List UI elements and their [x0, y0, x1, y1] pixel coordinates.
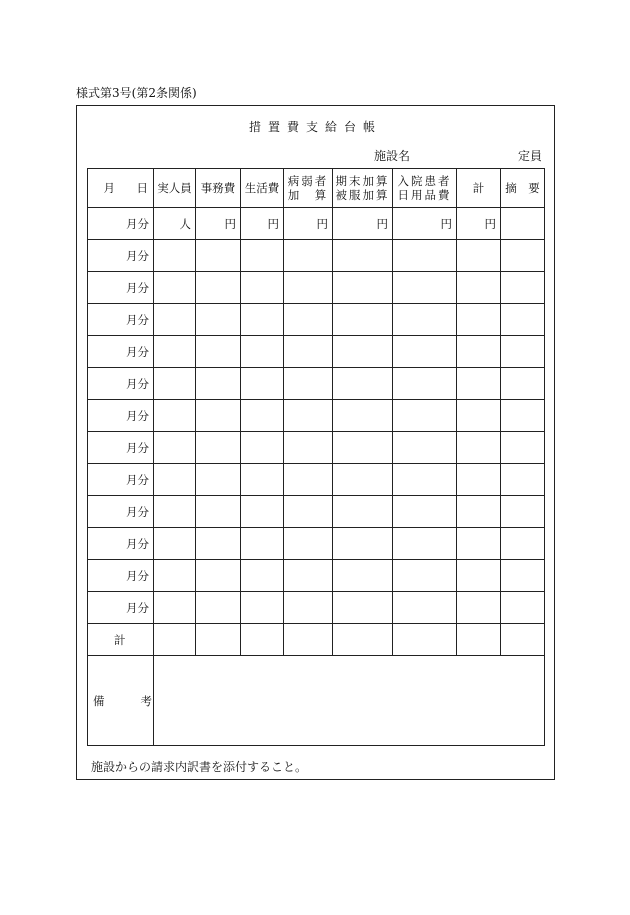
summary-cell [501, 432, 545, 464]
month-cell: 月分 [88, 592, 154, 624]
office-cell: 円 [196, 208, 241, 240]
summary-cell [501, 336, 545, 368]
table-row [88, 432, 545, 464]
office-cell [196, 336, 241, 368]
hosp-cell [393, 560, 457, 592]
total-cell [457, 304, 501, 336]
header-inpatient-daily-goods: 入院患者 日用品費 [393, 169, 457, 208]
term-cell [333, 400, 393, 432]
header-living-expenses: 生活費 [241, 169, 284, 208]
living-cell [241, 336, 284, 368]
summary-cell [501, 208, 545, 240]
term-cell [333, 496, 393, 528]
month-cell: 月分 [88, 400, 154, 432]
hosp-cell [393, 464, 457, 496]
term-cell [333, 560, 393, 592]
sick-cell [284, 496, 333, 528]
month-cell: 月分 [88, 336, 154, 368]
table-row [88, 464, 545, 496]
persons-cell [154, 272, 196, 304]
persons-cell [154, 240, 196, 272]
summary-cell [501, 368, 545, 400]
office-cell [196, 496, 241, 528]
header-sick-addition: 病弱者 加 算 [284, 169, 333, 208]
hosp-cell [393, 400, 457, 432]
table-row [88, 304, 545, 336]
month-cell: 月分 [88, 272, 154, 304]
table-row [88, 208, 545, 240]
table-row [88, 528, 545, 560]
summary-cell [501, 400, 545, 432]
hosp-cell [393, 592, 457, 624]
sick-cell [284, 464, 333, 496]
office-cell [196, 560, 241, 592]
term-cell [333, 336, 393, 368]
total-cell [457, 528, 501, 560]
summary-cell [501, 464, 545, 496]
living-cell [241, 464, 284, 496]
summary-cell [501, 624, 545, 656]
living-cell [241, 592, 284, 624]
living-cell [241, 240, 284, 272]
office-cell [196, 592, 241, 624]
hosp-cell [393, 240, 457, 272]
office-cell [196, 432, 241, 464]
sick-cell [284, 336, 333, 368]
term-cell [333, 240, 393, 272]
sick-cell [284, 240, 333, 272]
total-cell [457, 592, 501, 624]
persons-cell [154, 528, 196, 560]
footnote: 施設からの請求内訳書を添付すること。 [91, 760, 308, 774]
sick-cell [284, 528, 333, 560]
hosp-cell [393, 272, 457, 304]
living-cell [241, 432, 284, 464]
hosp-cell [393, 624, 457, 656]
month-cell: 月分 [88, 432, 154, 464]
table-row [88, 592, 545, 624]
remarks-cell [154, 656, 545, 746]
sick-cell [284, 304, 333, 336]
summary-cell [501, 304, 545, 336]
page-title: 措置費支給台帳 [248, 120, 382, 134]
hosp-cell [393, 368, 457, 400]
summary-cell [501, 592, 545, 624]
term-cell [333, 464, 393, 496]
header-term-end-addition: 期末加算 被服加算 [333, 169, 393, 208]
table-row [88, 368, 545, 400]
header-actual-persons: 実人員 [154, 169, 196, 208]
header-month-day: 月 日 [88, 169, 154, 208]
month-cell: 月分 [88, 240, 154, 272]
persons-cell [154, 304, 196, 336]
summary-cell [501, 560, 545, 592]
total-cell [457, 432, 501, 464]
hosp-cell [393, 496, 457, 528]
living-cell: 円 [241, 208, 284, 240]
table-row [88, 496, 545, 528]
hosp-cell [393, 432, 457, 464]
header-office-expenses: 事務費 [196, 169, 241, 208]
total-cell: 円 [457, 208, 501, 240]
persons-cell [154, 336, 196, 368]
office-cell [196, 272, 241, 304]
term-cell [333, 528, 393, 560]
office-cell [196, 528, 241, 560]
persons-cell [154, 592, 196, 624]
total-row [88, 624, 545, 656]
living-cell [241, 368, 284, 400]
term-cell [333, 624, 393, 656]
hosp-cell [393, 528, 457, 560]
total-cell [457, 464, 501, 496]
persons-cell [154, 368, 196, 400]
month-cell: 月分 [88, 304, 154, 336]
persons-cell: 人 [154, 208, 196, 240]
hosp-cell [393, 336, 457, 368]
living-cell [241, 528, 284, 560]
month-cell: 月分 [88, 368, 154, 400]
total-cell [457, 240, 501, 272]
persons-cell [154, 464, 196, 496]
term-cell [333, 592, 393, 624]
month-cell: 月分 [88, 208, 154, 240]
month-cell: 月分 [88, 528, 154, 560]
capacity-label: 定員 [517, 149, 542, 163]
term-cell [333, 432, 393, 464]
summary-cell [501, 272, 545, 304]
header-summary: 摘 要 [501, 169, 545, 208]
total-cell [457, 624, 501, 656]
term-cell: 円 [333, 208, 393, 240]
sick-cell [284, 560, 333, 592]
total-cell [457, 272, 501, 304]
office-cell [196, 368, 241, 400]
total-cell [457, 560, 501, 592]
sick-cell [284, 272, 333, 304]
header-total: 計 [457, 169, 501, 208]
summary-cell [501, 240, 545, 272]
table-row [88, 560, 545, 592]
living-cell [241, 560, 284, 592]
persons-cell [154, 496, 196, 528]
ledger-frame [76, 105, 555, 780]
persons-cell [154, 624, 196, 656]
ledger-table [87, 168, 545, 746]
office-cell [196, 304, 241, 336]
office-cell [196, 624, 241, 656]
month-cell: 月分 [88, 496, 154, 528]
total-cell [457, 368, 501, 400]
table-row [88, 272, 545, 304]
hosp-cell: 円 [393, 208, 457, 240]
sick-cell [284, 400, 333, 432]
total-cell [457, 496, 501, 528]
total-cell [457, 400, 501, 432]
sick-cell: 円 [284, 208, 333, 240]
summary-cell [501, 528, 545, 560]
sick-cell [284, 624, 333, 656]
summary-cell [501, 496, 545, 528]
total-row-label: 計 [88, 624, 154, 656]
sick-cell [284, 368, 333, 400]
month-cell: 月分 [88, 464, 154, 496]
term-cell [333, 272, 393, 304]
total-cell [457, 336, 501, 368]
remarks-row [88, 656, 545, 746]
living-cell [241, 624, 284, 656]
living-cell [241, 400, 284, 432]
office-cell [196, 400, 241, 432]
sick-cell [284, 432, 333, 464]
living-cell [241, 304, 284, 336]
term-cell [333, 368, 393, 400]
header-row [88, 169, 545, 208]
living-cell [241, 496, 284, 528]
persons-cell [154, 560, 196, 592]
office-cell [196, 464, 241, 496]
sick-cell [284, 592, 333, 624]
facility-name-label: 施設名 [374, 149, 411, 163]
month-cell: 月分 [88, 560, 154, 592]
table-row [88, 240, 545, 272]
hosp-cell [393, 304, 457, 336]
term-cell [333, 304, 393, 336]
table-row [88, 336, 545, 368]
remarks-label: 備 考 [88, 656, 154, 746]
office-cell [196, 240, 241, 272]
living-cell [241, 272, 284, 304]
persons-cell [154, 400, 196, 432]
table-row [88, 400, 545, 432]
form-number-label: 様式第3号(第2条関係) [76, 86, 197, 100]
persons-cell [154, 432, 196, 464]
